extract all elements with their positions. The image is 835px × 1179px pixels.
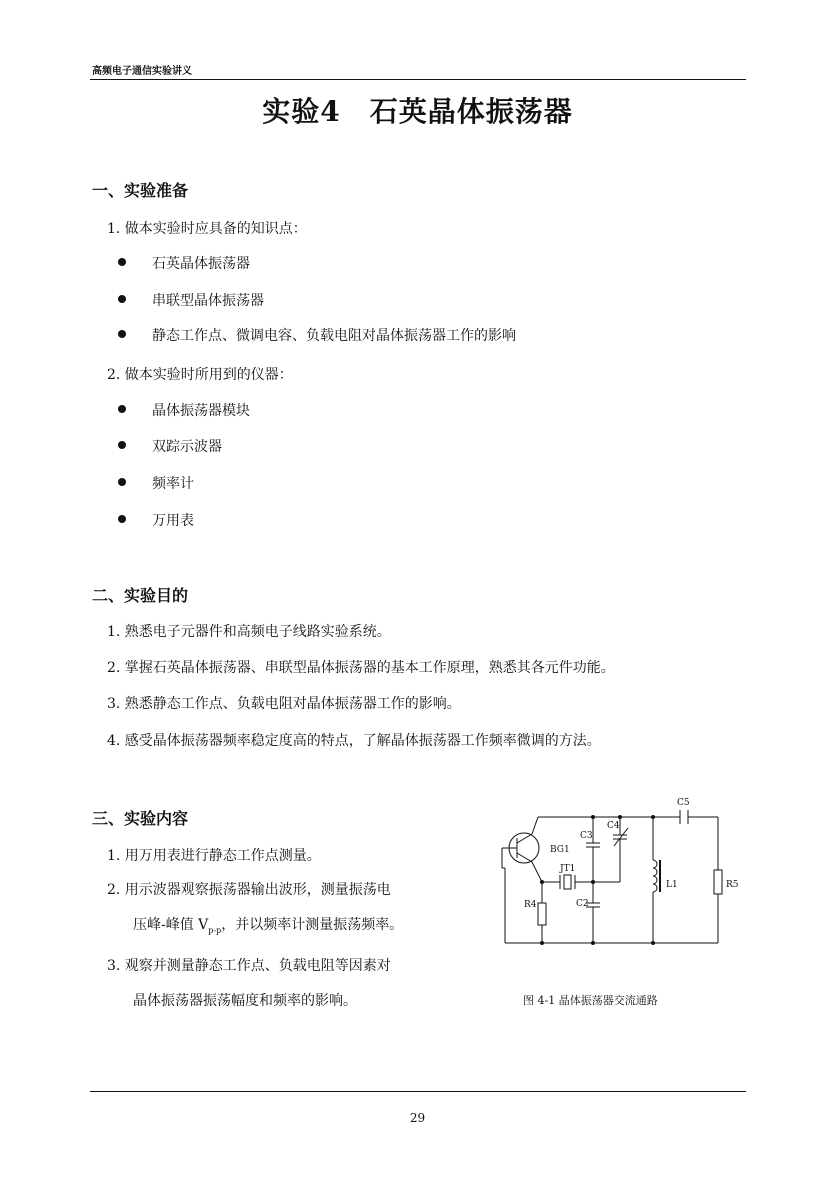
c5-label: C5: [677, 798, 690, 808]
r4-label: R4: [524, 900, 537, 910]
r5-label: R5: [726, 880, 739, 890]
content-item-1: 1. 用万用表进行静态工作点测量。: [107, 848, 321, 864]
bullet-icon: [118, 330, 126, 338]
objective-item: 3. 熟悉静态工作点、负载电阻对晶体振荡器工作的影响。: [107, 696, 461, 712]
bullet-icon: [118, 295, 126, 303]
page-title: 实验4 石英晶体振荡器: [262, 95, 573, 128]
header-rule: [90, 79, 746, 80]
c4-label: C4: [607, 821, 620, 831]
content-item-3-cont: 晶体振荡器振荡幅度和频率的影响。: [133, 993, 357, 1009]
bullet-icon: [118, 515, 126, 523]
objective-item: 4. 感受晶体振荡器频率稳定度高的特点，了解晶体振荡器工作频率微调的方法。: [107, 733, 601, 749]
bullet-icon: [118, 405, 126, 413]
jt1-label: JT1: [560, 864, 576, 874]
content-item-2-cont: [133, 914, 403, 935]
section-heading-preparation: 一、实验准备: [92, 181, 189, 200]
prep-item-2: 2. 做本实验时所用到的仪器：: [107, 367, 293, 383]
page-number: 29: [409, 1111, 426, 1125]
bullet-icon: [118, 441, 126, 449]
c3-label: C3: [580, 831, 593, 841]
content-item-3: 3. 观察并测量静态工作点、负载电阻等因素对: [107, 958, 391, 974]
bullet-icon: [118, 478, 126, 486]
instrument-item: 万用表: [152, 513, 194, 529]
crystal-oscillator-circuit-diagram: [490, 790, 740, 950]
l1-label: L1: [666, 880, 678, 890]
running-header: 高频电子通信实验讲义: [92, 66, 192, 77]
c2-label: C2: [576, 899, 589, 909]
section-heading-objectives: 二、实验目的: [92, 586, 189, 605]
section-heading-content: 三、实验内容: [92, 809, 189, 828]
knowledge-item: 串联型晶体振荡器: [152, 293, 264, 309]
objective-item: 1. 熟悉电子元器件和高频电子线路实验系统。: [107, 624, 391, 640]
knowledge-item: 石英晶体振荡器: [152, 256, 250, 272]
instrument-item: 频率计: [152, 476, 194, 492]
prep-item-1: 1. 做本实验时应具备的知识点：: [107, 221, 307, 237]
figure-caption: 图 4-1 晶体振荡器交流通路: [523, 994, 658, 1007]
instrument-item: 双踪示波器: [152, 439, 222, 455]
bg1-label: BG1: [550, 845, 570, 855]
bullet-icon: [118, 258, 126, 266]
knowledge-item: 静态工作点、微调电容、负载电阻对晶体振荡器工作的影响: [152, 328, 516, 344]
vpp-suffix: ，并以频率计测量振荡频率。: [221, 917, 404, 933]
footer-rule: [90, 1091, 746, 1092]
instrument-item: 晶体振荡器模块: [152, 403, 250, 419]
content-item-2: 2. 用示波器观察振荡器输出波形，测量振荡电: [107, 882, 391, 898]
vpp-subscript: p-p: [208, 925, 222, 935]
objective-item: 2. 掌握石英晶体振荡器、串联型晶体振荡器的基本工作原理，熟悉其各元件功能。: [107, 660, 615, 676]
vpp-prefix: 压峰-峰值 V: [133, 917, 209, 933]
